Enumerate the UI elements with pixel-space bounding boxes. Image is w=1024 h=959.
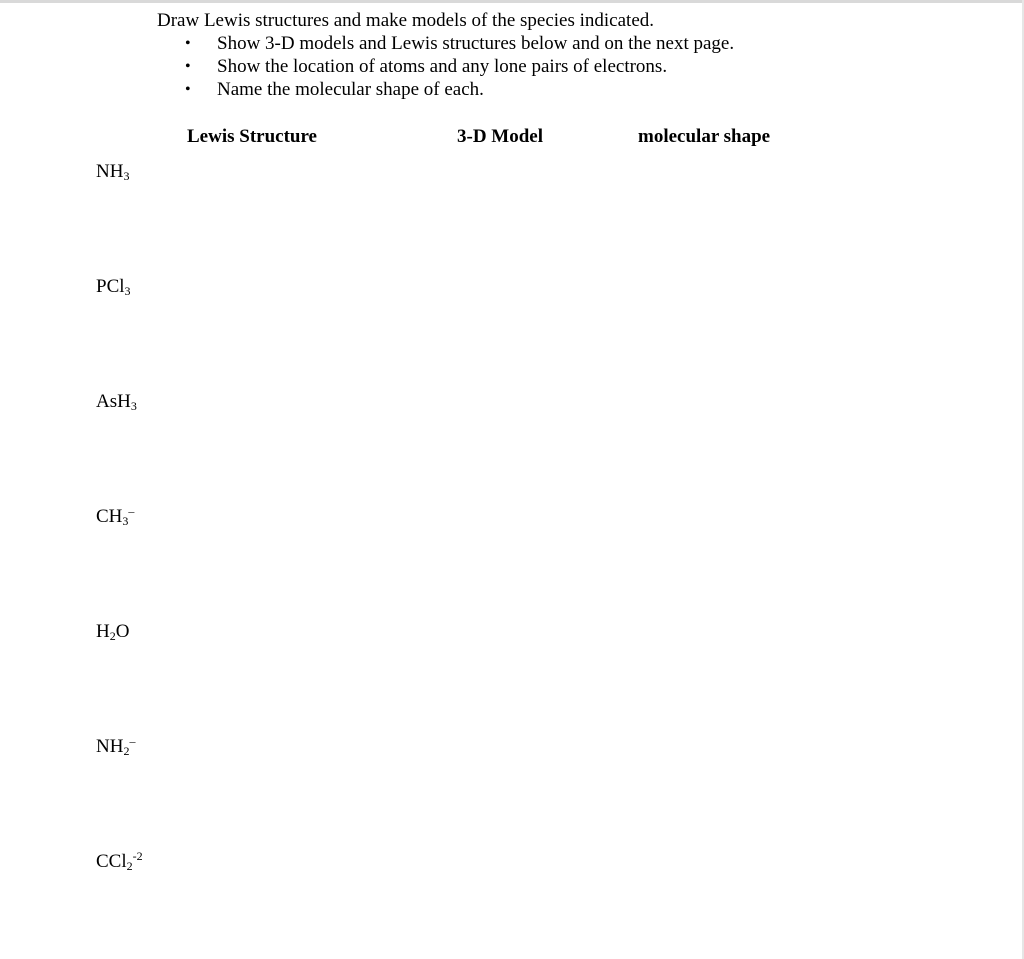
species-formula: NH [96,161,124,182]
species-subscript: 3 [123,169,130,183]
instructions-title: Draw Lewis structures and make models of the species indicated. [157,10,655,31]
column-header-lewis-structure: Lewis Structure [187,126,317,147]
species-charge: – [129,734,136,748]
species-subscript: 2 [126,859,133,873]
species-nh2-anion [96,735,135,758]
bullet-icon: • [185,35,191,52]
species-formula: CH [96,506,123,527]
species-formula: AsH [96,391,131,412]
species-formula: H [96,621,110,642]
species-ccl2-dianion [96,850,143,873]
species-pcl3 [96,275,131,298]
species-formula: NH [96,736,124,757]
species-formula: CCl [96,851,127,872]
species-ash3 [96,390,137,413]
column-header-3d-model: 3-D Model [457,126,544,147]
bullet-icon: • [185,81,191,98]
instruction-item [185,32,734,55]
instructions-list [185,32,734,101]
species-subscript: 2 [109,629,116,643]
instruction-item [185,78,734,101]
top-border [0,0,1024,3]
species-subscript: 3 [122,514,129,528]
species-nh3 [96,160,129,183]
bullet-icon: • [185,58,191,75]
species-formula-tail: O [115,621,130,642]
species-subscript: 3 [124,284,131,298]
species-subscript: 3 [130,399,137,413]
instruction-item [185,55,734,78]
instruction-text: Show the location of atoms and any lone pairs of electrons. [217,56,668,77]
species-subscript: 2 [123,744,130,758]
instruction-text: Name the molecular shape of each. [217,79,484,100]
column-header-molecular-shape: molecular shape [638,126,771,147]
species-charge: – [128,504,135,518]
species-ch3-anion [96,505,134,528]
species-formula: PCl [96,276,125,297]
instruction-text: Show 3-D models and Lewis structures below and on the next page. [217,33,735,54]
species-h2o [96,620,129,643]
species-charge: -2 [132,849,143,863]
